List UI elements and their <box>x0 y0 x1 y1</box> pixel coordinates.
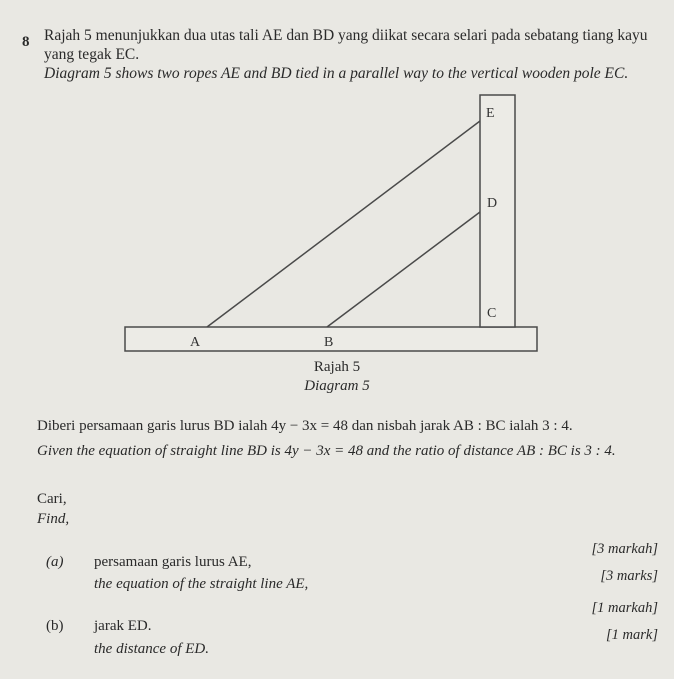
diagram-caption-ms: Rajah 5 <box>313 359 361 375</box>
question-text-en: Diagram 5 shows two ropes AE and BD tied in a parallel way to the vertical wooden pole EC. <box>44 65 629 82</box>
label-a: A <box>190 335 201 350</box>
rope-ae <box>207 121 480 327</box>
question-text-ms-line1: Rajah 5 menunjukkan dua utas tali AE dan BD yang diikat secara selari pada sebatang tiang kayu <box>44 27 648 44</box>
instruction-ms: Cari, <box>37 491 67 507</box>
part-b-text-ms: jarak ED. <box>94 618 152 634</box>
label-c: C <box>487 306 497 321</box>
question-text-ms-line2: yang tegak EC. <box>44 46 140 63</box>
part-b-letter: (b) <box>46 618 64 634</box>
label-e: E <box>486 106 495 121</box>
wooden-pole <box>480 95 515 327</box>
part-b-text-en: the distance of ED. <box>94 641 209 657</box>
given-text-ms: Diberi persamaan garis lurus BD ialah 4y − 3x = 48 dan nisbah jarak AB : BC ialah 3 : 4. <box>37 418 573 434</box>
part-a-text-ms: persamaan garis lurus AE, <box>94 554 252 570</box>
instruction-en: Find, <box>37 511 70 527</box>
part-b-marks-ms: [1 markah] <box>591 600 658 616</box>
question-number: 8 <box>22 34 30 50</box>
part-b-marks-en: [1 mark] <box>606 627 658 643</box>
label-d: D <box>487 196 498 211</box>
part-a-marks-en: [3 marks] <box>600 568 658 584</box>
part-a-marks-ms: [3 markah] <box>591 541 658 557</box>
diagram-caption-en: Diagram 5 <box>304 378 370 394</box>
label-b: B <box>324 335 334 350</box>
part-a-letter: (a) <box>46 554 64 570</box>
rope-bd <box>327 212 480 327</box>
given-text-en: Given the equation of straight line BD is 4y − 3x = 48 and the ratio of distance AB : BC is 3 : 4. <box>37 443 616 459</box>
part-a-text-en: the equation of the straight line AE, <box>94 576 309 592</box>
